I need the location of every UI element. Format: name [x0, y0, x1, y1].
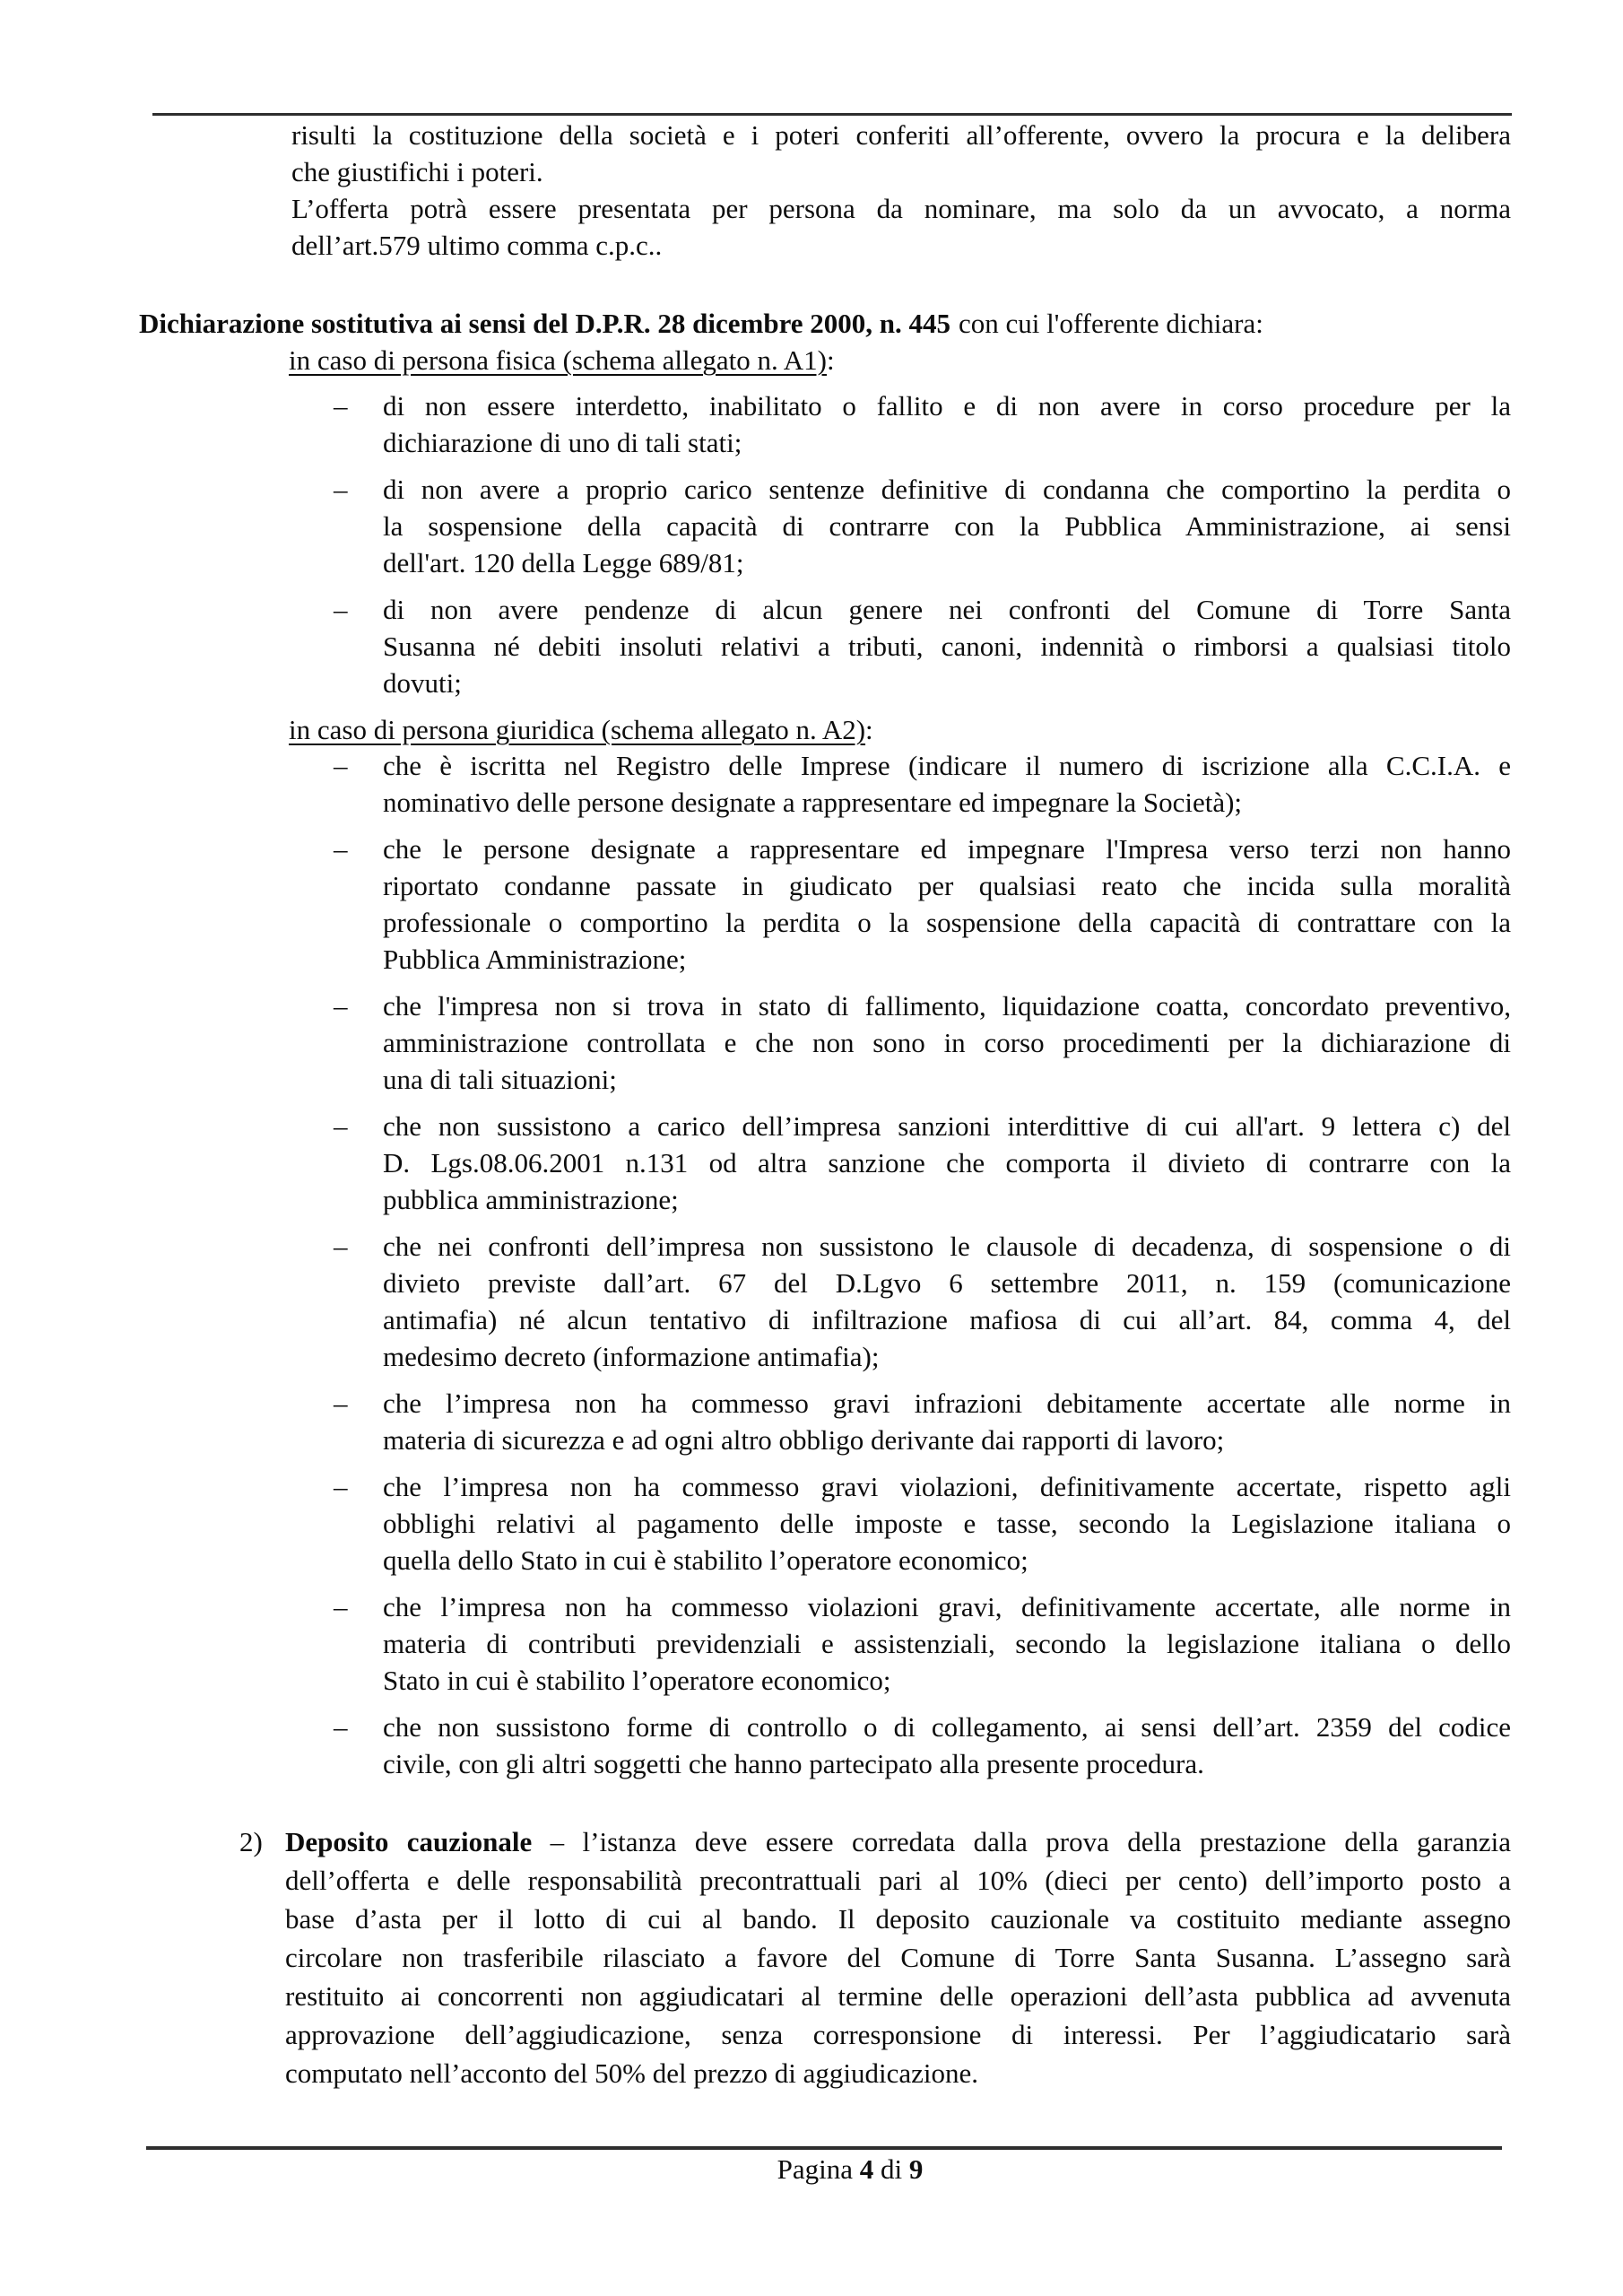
dash-bullet: – [334, 833, 348, 865]
text-line: riportato condanne passate in giudicato per qualsiasi reato che incida sulla moralità [383, 870, 1511, 901]
dash-bullet: – [334, 594, 348, 625]
text-line: che l’impresa non ha commesso gravi infrazioni debitamente accertate alle norme in [383, 1387, 1511, 1419]
giuridica-heading-colon: : [865, 714, 873, 745]
text-line: civile, con gli altri soggetti che hanno partecipato alla presente procedura. [383, 1748, 1204, 1779]
list-item [334, 987, 1511, 1098]
text-line: approvazione dell’aggiudicazione, senza corresponsione di interessi. Per l’aggiudicatario sarà [285, 2019, 1511, 2050]
footer-divider [146, 2146, 1502, 2150]
list-item [334, 1588, 1511, 1699]
text-line: che l’impresa non ha commesso gravi violazioni, definitivamente accertate, rispetto agli [383, 1471, 1511, 1502]
dash-bullet: – [334, 1110, 348, 1142]
deposito-item [239, 1822, 1511, 2092]
list-item [334, 1385, 1511, 1458]
list-item [334, 591, 1511, 701]
text-line [285, 1822, 1511, 1861]
text-line: dell’art.579 ultimo comma c.p.c.. [291, 230, 663, 261]
text-line: risulti la costituzione della società e i poteri conferiti all’offerente, ovvero la procura e la delibera [291, 119, 1511, 151]
list-item [334, 1709, 1511, 1782]
giuridica-heading-text: in caso di persona giuridica (schema allegato n. A2) [289, 714, 866, 745]
text-line: nominativo delle persone designate a rappresentare ed impegnare la Società); [383, 787, 1243, 818]
page-footer [146, 2151, 1554, 2187]
list-item [334, 387, 1511, 461]
text-line: la sospensione della capacità di contrarre con la Pubblica Amministrazione, ai sensi [383, 510, 1511, 542]
page-number: 4 [859, 2153, 874, 2185]
list-item [334, 1468, 1511, 1578]
fisica-list [334, 387, 1511, 711]
text-line: amministrazione controllata e che non sono in corso procedimenti per la dichiarazione di [383, 1027, 1511, 1058]
dash-bullet: – [334, 750, 348, 781]
text-line: di non avere pendenze di alcun genere nei confronti del Comune di Torre Santa [383, 594, 1511, 625]
deposito-line0-rest: – l’istanza deve essere corredata dalla prova della prestazione della garanzia [532, 1826, 1511, 1857]
declaration-heading-rest: con cui l'offerente dichiara: [959, 308, 1263, 339]
text-line: materia di contributi previdenziali e assistenziali, secondo la legislazione italiana o dello [383, 1628, 1511, 1659]
text-line: medesimo decreto (informazione antimafia); [383, 1341, 880, 1372]
dash-bullet: – [334, 474, 348, 505]
giuridica-heading [289, 711, 873, 748]
text-line: Pubblica Amministrazione; [383, 944, 687, 975]
text-line: che le persone designate a rappresentare ed impegnare l'Impresa verso terzi non hanno [383, 833, 1511, 865]
fisica-heading-colon: : [827, 344, 835, 376]
text-line: che l'impresa non si trova in stato di fallimento, liquidazione coatta, concordato preventivo, [383, 990, 1511, 1022]
text-line: dichiarazione di uno di tali stati; [383, 427, 742, 458]
declaration-heading [139, 305, 1520, 342]
text-line: che l’impresa non ha commesso violazioni gravi, definitivamente accertate, alle norme in [383, 1591, 1511, 1622]
dash-bullet: – [334, 1231, 348, 1262]
text-line: che non sussistono forme di controllo o di collegamento, ai sensi dell’art. 2359 del codice [383, 1711, 1511, 1743]
text-line: di non avere a proprio carico sentenze definitive di condanna che comportino la perdita o [383, 474, 1511, 505]
text-line: che nei confronti dell’impresa non sussistono le clausole di decadenza, di sospensione o di [383, 1231, 1511, 1262]
item-number: 2) [239, 1826, 263, 1857]
text-line: pubblica amministrazione; [383, 1184, 679, 1215]
dash-bullet: – [334, 1711, 348, 1743]
text-line: dell’offerta e delle responsabilità precontrattuali pari al 10% (dieci per cento) dell’importo posto a [285, 1865, 1511, 1896]
text-line: materia di sicurezza e ad ogni altro obbligo derivante dai rapporti di lavoro; [383, 1424, 1225, 1456]
dash-bullet: – [334, 1387, 348, 1419]
text-line: restituito ai concorrenti non aggiudicatari al termine delle operazioni dell’asta pubblica ad avvenuta [285, 1980, 1511, 2012]
dash-bullet: – [334, 990, 348, 1022]
text-line: circolare non trasferibile rilasciato a favore del Comune di Torre Santa Susanna. L’assegno sarà [285, 1942, 1511, 1973]
page-total: 9 [908, 2153, 924, 2185]
fisica-heading [289, 342, 835, 378]
declaration-heading-bold: Dichiarazione sostitutiva ai sensi del D.P.R. 28 dicembre 2000, n. 445 [139, 308, 951, 339]
footer-word-di: di [873, 2153, 909, 2185]
text-line: Stato in cui è stabilito l’operatore economico; [383, 1665, 891, 1696]
list-item [334, 1108, 1511, 1218]
text-line: dell'art. 120 della Legge 689/81; [383, 547, 744, 578]
dash-bullet: – [334, 1471, 348, 1502]
text-line: di non essere interdetto, inabilitato o fallito e di non avere in corso procedure per la [383, 390, 1511, 422]
fisica-heading-text: in caso di persona fisica (schema allegato n. A1) [289, 344, 827, 376]
deposito-bold-label: Deposito cauzionale [285, 1826, 533, 1857]
text-line: che è iscritta nel Registro delle Imprese (indicare il numero di iscrizione alla C.C.I.A. e [383, 750, 1511, 781]
list-item [334, 747, 1511, 821]
list-item [334, 1228, 1511, 1375]
text-line: L’offerta potrà essere presentata per persona da nominare, ma solo da un avvocato, a norma [291, 193, 1511, 224]
text-line: obblighi relativi al pagamento delle imposte e tasse, secondo la Legislazione italiana o [383, 1508, 1511, 1539]
text-line: antimafia) né alcun tentativo di infiltrazione mafiosa di cui all’art. 84, comma 4, del [383, 1304, 1511, 1335]
dash-bullet: – [334, 1591, 348, 1622]
text-line: una di tali situazioni; [383, 1064, 617, 1095]
text-line: computato nell’acconto del 50% del prezzo di aggiudicazione. [285, 2057, 978, 2089]
text-line: quella dello Stato in cui è stabilito l’operatore economico; [383, 1544, 1028, 1576]
text-line: divieto previste dall’art. 67 del D.Lgvo 6 settembre 2011, n. 159 (comunicazione [383, 1267, 1511, 1299]
list-item [334, 831, 1511, 978]
text-line: dovuti; [383, 667, 462, 699]
text-line: base d’asta per il lotto di cui al bando. Il deposito cauzionale va costituito mediante assegno [285, 1903, 1511, 1935]
footer-word-pagina: Pagina [777, 2153, 860, 2185]
text-line: che non sussistono a carico dell’impresa sanzioni interdittive di cui all'art. 9 lettera c) del [383, 1110, 1511, 1142]
text-line: D. Lgs.08.06.2001 n.131 od altra sanzione che comporta il divieto di contrarre con la [383, 1147, 1511, 1178]
text-line: Susanna né debiti insoluti relativi a tributi, canoni, indennità o rimborsi a qualsiasi titolo [383, 631, 1511, 662]
giuridica-list [334, 747, 1511, 1792]
list-item [334, 471, 1511, 581]
text-line: professionale o comportino la perdita o la sospensione della capacità di contrattare con la [383, 907, 1511, 938]
text-line: che giustifichi i poteri. [291, 156, 543, 187]
intro-paragraph [291, 117, 1511, 264]
top-divider [152, 113, 1512, 116]
dash-bullet: – [334, 390, 348, 422]
